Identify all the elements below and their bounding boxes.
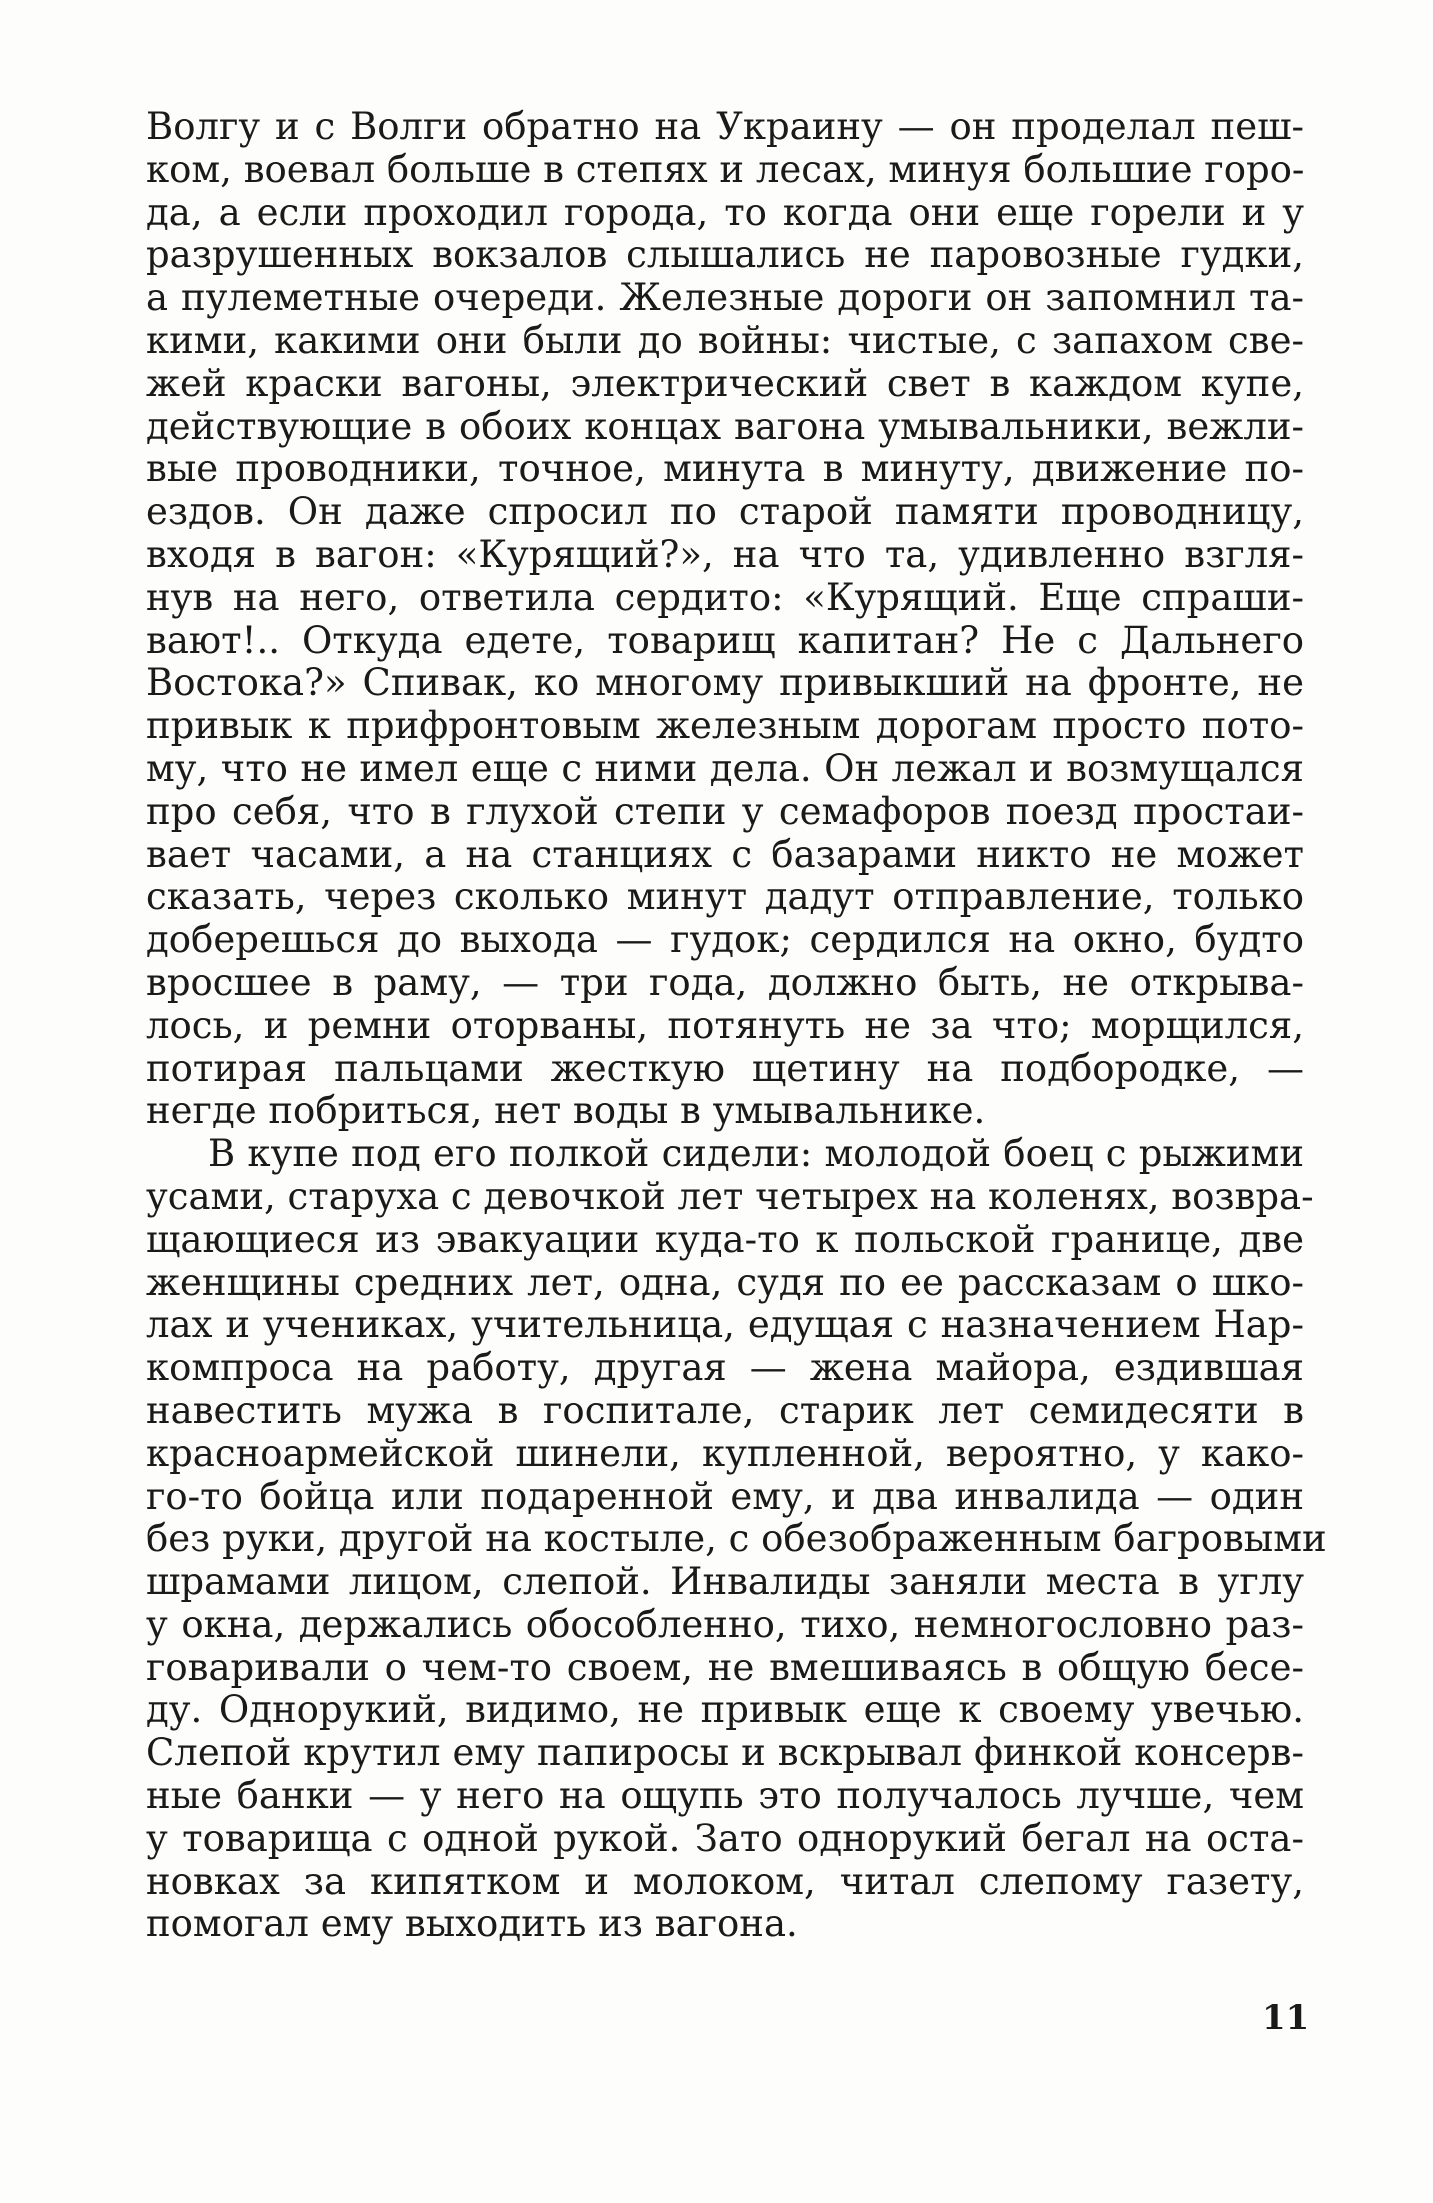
text-line: красноармейской шинели, купленной, вероятно, у како- <box>146 1431 1304 1475</box>
text-line: доберешься до выхода — гудок; сердился на окно, будто <box>146 918 1304 962</box>
body-text <box>146 105 1327 1946</box>
text-line: женщины средних лет, одна, судя по ее рассказам о шко- <box>146 1260 1304 1304</box>
text-line: Волгу и с Волги обратно на Украину — он проделал пеш- <box>146 105 1304 148</box>
text-line: вросшее в раму, — три года, должно быть, не открыва- <box>146 960 1304 1004</box>
text-line: да, а если проходил города, то когда они еще горели и у <box>146 190 1304 234</box>
text-line: лах и учениках, учительница, едущая с назначением Нар- <box>146 1303 1304 1347</box>
text-line: жей краски вагоны, электрический свет в каждом купе, <box>146 361 1304 405</box>
text-line: привык к прифронтовым железным дорогам просто пото- <box>146 704 1304 748</box>
text-line: ду. Однорукий, видимо, не привык еще к своему увечью. <box>146 1688 1304 1732</box>
text-line: у товарища с одной рукой. Зато однорукий бегал на оста- <box>146 1816 1304 1860</box>
text-line: щающиеся из эвакуации куда-то к польской границе, две <box>146 1217 1304 1261</box>
paragraph-end-line: негде побриться, нет воды в умывальнике. <box>146 1089 986 1133</box>
text-line: вые проводники, точное, минута в минуту, движение по- <box>146 447 1304 491</box>
text-line: потирая пальцами жесткую щетину на подбородке, — <box>146 1046 1304 1090</box>
text-line: ные банки — у него на ощупь это получалось лучше, чем <box>146 1774 1304 1818</box>
text-line: сказать, через сколько минут дадут отправление, только <box>146 875 1304 919</box>
text-line: действующие в обоих концах вагона умывальники, вежли- <box>146 404 1304 448</box>
paragraph-start-line: В купе под его полкой сидели: молодой боец с рыжими <box>208 1132 1304 1176</box>
text-line: ездов. Он даже спросил по старой памяти проводницу, <box>146 490 1304 534</box>
text-line: нув на него, ответила сердито: «Курящий. Еще спраши- <box>146 575 1304 619</box>
text-line: а пулеметные очереди. Железные дороги он запомнил та- <box>146 276 1304 320</box>
text-line: шрамами лицом, слепой. Инвалиды заняли места в углу <box>146 1560 1304 1604</box>
text-line: у окна, держались обособленно, тихо, немногословно раз- <box>146 1602 1304 1646</box>
text-line: говаривали о чем-то своем, не вмешиваясь в общую бесе- <box>146 1645 1304 1689</box>
text-line: Слепой крутил ему папиросы и вскрывал финкой консерв- <box>146 1731 1304 1775</box>
text-line: новках за кипятком и молоком, читал слепому газету, <box>146 1859 1304 1903</box>
text-line: кими, какими они были до войны: чистые, с запахом све- <box>146 318 1304 362</box>
text-line: му, что не имел еще с ними дела. Он лежал и возмущался <box>146 746 1304 790</box>
text-line: разрушенных вокзалов слышались не паровозные гудки, <box>146 233 1304 277</box>
text-line: компроса на работу, другая — жена майора, ездившая <box>146 1346 1304 1390</box>
text-line: без руки, другой на костыле, с обезображенным багровыми <box>146 1517 1327 1561</box>
text-line: усами, старуха с девочкой лет четырех на коленях, возвра- <box>146 1174 1314 1218</box>
text-line: ком, воевал больше в степях и лесах, минуя большие горо- <box>146 147 1305 191</box>
text-line: входя в вагон: «Курящий?», на что та, удивленно взгля- <box>146 532 1304 576</box>
text-line: вает часами, а на станциях с базарами никто не может <box>146 832 1304 876</box>
text-line: навестить мужа в госпитале, старик лет семидесяти в <box>146 1388 1304 1432</box>
text-line: го-то бойца или подаренной ему, и два инвалида — один <box>146 1474 1304 1518</box>
page-number: 11 <box>1262 1998 1310 2038</box>
text-line: лось, и ремни оторваны, потянуть не за что; морщился, <box>146 1003 1304 1047</box>
text-line: вают!.. Откуда едете, товарищ капитан? Не с Дальнего <box>146 618 1304 662</box>
paragraph-end-line: помогал ему выходить из вагона. <box>146 1902 798 1946</box>
text-line: Востока?» Спивак, ко многому привыкший на фронте, не <box>146 661 1304 705</box>
text-line: про себя, что в глухой степи у семафоров поезд простаи- <box>146 789 1304 833</box>
